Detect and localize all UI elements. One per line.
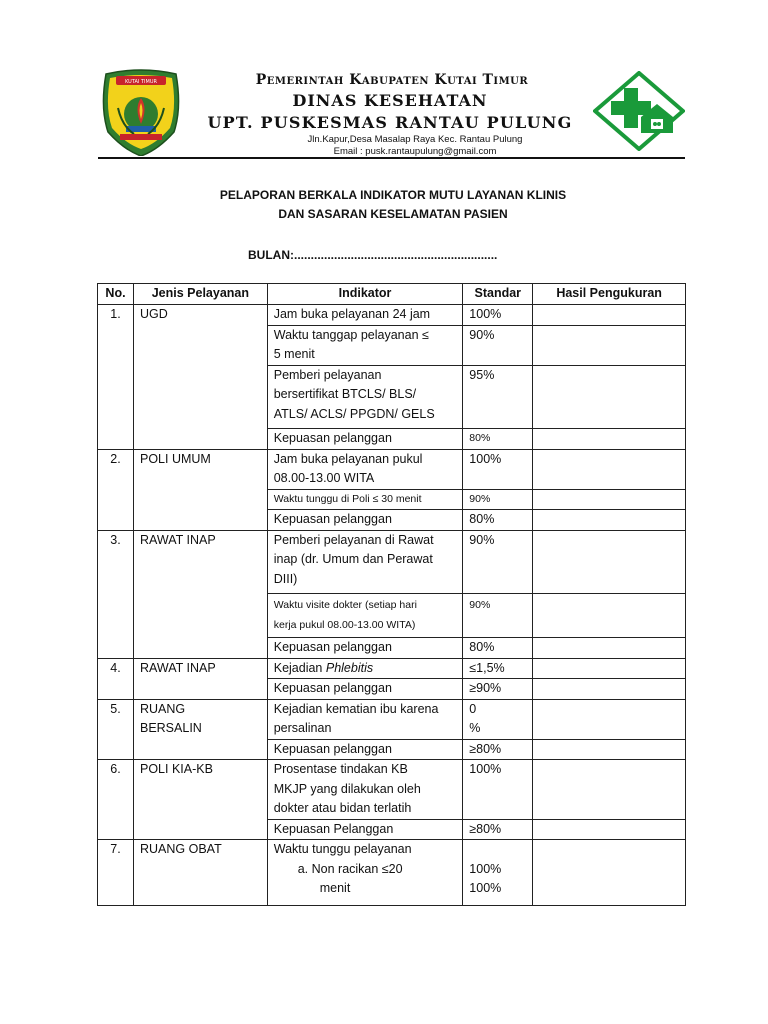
indicator-text: Kepuasan pelanggan — [273, 512, 392, 526]
indicator-cell — [267, 489, 463, 510]
indicator-cell — [267, 449, 463, 489]
col-header-standard: Standar — [463, 284, 533, 305]
indicator-text: Waktu tunggu di Poli ≤ 30 menit — [273, 492, 422, 505]
letterhead-agency: DINAS KESEHATAN — [292, 91, 488, 110]
indicator-text: Kepuasan pelanggan — [273, 741, 392, 756]
indicator-cell — [267, 365, 463, 429]
indicator-text: Waktu visite dokter (setiap hari — [273, 599, 417, 611]
indicator-cell — [267, 305, 463, 326]
result-cell[interactable] — [533, 530, 686, 594]
indicator-text: persalinan — [273, 721, 332, 735]
letterhead-unit: UPT. PUSKESMAS RANTAU PULUNG — [207, 113, 573, 132]
letterhead-government: Pemerintah Kabupaten Kutai Timur — [255, 72, 529, 88]
kutai-timur-emblem — [98, 68, 184, 156]
indicator-italic-text: Phlebitis — [325, 660, 374, 675]
row-number: 3. — [98, 530, 134, 658]
result-cell[interactable] — [533, 594, 686, 638]
row-number: 1. — [98, 305, 134, 450]
indicator-cell — [267, 699, 463, 739]
letterhead — [190, 70, 590, 158]
result-cell[interactable] — [533, 510, 686, 531]
standard-cell: 100% — [463, 760, 533, 820]
result-cell[interactable] — [533, 760, 686, 820]
standard-cell — [463, 840, 533, 906]
indicator-cell — [267, 760, 463, 820]
result-cell[interactable] — [533, 699, 686, 739]
standard-cell: 80% — [463, 429, 533, 450]
indicator-subitem: menit — [319, 881, 351, 895]
service-name-line: BERSALIN — [139, 721, 202, 735]
indicator-text: Kejadian — [273, 660, 326, 675]
report-title-line1: PELAPORAN BERKALA INDIKATOR MUTU LAYANAN KLINIS — [219, 188, 567, 202]
indicator-text: MKJP yang dilakukan oleh — [273, 781, 421, 796]
col-header-result: Hasil Pengukuran — [533, 284, 686, 305]
col-header-no: No. — [98, 284, 134, 305]
indicator-text: inap (dr. Umum dan Perawat — [273, 552, 433, 566]
emblem-banner-text: KUTAI TIMUR — [125, 79, 157, 85]
standard-cell: ≥80% — [463, 819, 533, 840]
row-number: 2. — [98, 449, 134, 530]
service-name: POLI KIA-KB — [133, 760, 267, 840]
indicator-cell — [267, 819, 463, 840]
standard-cell: ≤1,5% — [463, 658, 533, 679]
standard-cell: 80% — [463, 510, 533, 531]
table-row — [98, 760, 686, 820]
table-row — [98, 449, 686, 489]
standard-cell: ≥80% — [463, 739, 533, 760]
result-cell[interactable] — [533, 325, 686, 365]
row-number: 6. — [98, 760, 134, 840]
col-header-indicator: Indikator — [267, 284, 463, 305]
result-cell[interactable] — [533, 819, 686, 840]
indicator-text: Jam buka pelayanan 24 jam — [273, 307, 431, 321]
indicator-text: Kepuasan Pelanggan — [273, 821, 394, 836]
indicator-text: Waktu tunggu pelayanan — [273, 842, 412, 856]
report-title-line2: DAN SASARAN KESELAMATAN PASIEN — [278, 207, 508, 221]
standard-cell: 90% — [463, 325, 533, 365]
indicator-cell — [267, 530, 463, 594]
result-cell[interactable] — [533, 429, 686, 450]
table-row — [98, 530, 686, 594]
table-row — [98, 305, 686, 326]
table-row — [98, 658, 686, 679]
indicator-text: Kepuasan pelanggan — [273, 640, 392, 654]
result-cell[interactable] — [533, 489, 686, 510]
standard-cell: 90% — [463, 594, 533, 638]
indicator-table — [97, 283, 686, 906]
col-header-service: Jenis Pelayanan — [133, 284, 267, 305]
indicator-text: Kepuasan pelanggan — [273, 431, 392, 445]
indicator-text: bersertifikat BTCLS/ BLS/ — [273, 387, 417, 401]
result-cell[interactable] — [533, 638, 686, 659]
indicator-text: Waktu tanggap pelayanan ≤ — [273, 327, 429, 342]
letterhead-address: Jln.Kapur,Desa Masalap Raya Kec. Rantau Pulung — [307, 134, 523, 145]
result-cell[interactable] — [533, 305, 686, 326]
table-row — [98, 699, 686, 739]
standard-cell: 80% — [463, 638, 533, 659]
service-name: RAWAT INAP — [133, 530, 267, 658]
standard-cell: 90% — [463, 489, 533, 510]
result-cell[interactable] — [533, 658, 686, 679]
header-divider — [98, 157, 685, 159]
indicator-cell — [267, 658, 463, 679]
service-name: RUANG OBAT — [133, 840, 267, 906]
indicator-text: 5 menit — [273, 347, 315, 361]
standard-cell: 100% — [463, 305, 533, 326]
row-number: 7. — [98, 840, 134, 906]
standard-cell: 95% — [463, 365, 533, 429]
indicator-text: dokter atau bidan terlatih — [273, 801, 412, 815]
indicator-cell — [267, 594, 463, 638]
service-name-line: RUANG — [139, 701, 186, 716]
indicator-text: Pemberi pelayanan — [273, 367, 382, 382]
standard-text: 100% — [469, 861, 502, 876]
indicator-cell — [267, 510, 463, 531]
indicator-text: Jam buka pelayanan pukul — [273, 451, 423, 466]
result-cell[interactable] — [533, 365, 686, 429]
indicator-text: 08.00-13.00 WITA — [273, 471, 375, 485]
standard-cell: 100% — [463, 449, 533, 489]
result-cell[interactable] — [533, 739, 686, 760]
indicator-cell — [267, 679, 463, 700]
letterhead-email: Email : pusk.rantaupulung@gmail.com — [333, 146, 497, 157]
standard-cell: 90% — [463, 530, 533, 594]
indicator-text: Kepuasan pelanggan — [273, 681, 392, 695]
puskesmas-logo — [593, 71, 685, 151]
service-name — [133, 699, 267, 760]
table-row — [98, 840, 686, 906]
indicator-text: DIII) — [273, 571, 298, 586]
indicator-cell — [267, 325, 463, 365]
indicator-subitem: a. Non racikan ≤20 — [297, 861, 403, 876]
indicator-text: Prosentase tindakan KB — [273, 762, 408, 776]
result-cell[interactable] — [533, 840, 686, 906]
indicator-text: ATLS/ ACLS/ PPGDN/ GELS — [273, 406, 435, 421]
standard-text: 100% — [469, 881, 502, 895]
result-cell[interactable] — [533, 679, 686, 700]
result-cell[interactable] — [533, 449, 686, 489]
month-field: BULAN:............................................................. — [248, 248, 498, 262]
row-number: 4. — [98, 658, 134, 699]
indicator-text: kerja pukul 08.00-13.00 WITA) — [273, 618, 416, 631]
standard-cell — [463, 699, 533, 739]
service-name: RAWAT INAP — [133, 658, 267, 699]
row-number: 5. — [98, 699, 134, 760]
indicator-cell — [267, 739, 463, 760]
indicator-cell — [267, 429, 463, 450]
service-name: UGD — [133, 305, 267, 450]
indicator-text: Pemberi pelayanan di Rawat — [273, 532, 434, 547]
indicator-cell — [267, 840, 463, 906]
standard-text: 0 — [469, 701, 477, 716]
service-name: POLI UMUM — [133, 449, 267, 530]
table-header-row — [98, 284, 686, 305]
indicator-cell — [267, 638, 463, 659]
indicator-text: Kejadian kematian ibu karena — [273, 701, 439, 716]
standard-cell: ≥90% — [463, 679, 533, 700]
standard-text: % — [469, 721, 481, 735]
